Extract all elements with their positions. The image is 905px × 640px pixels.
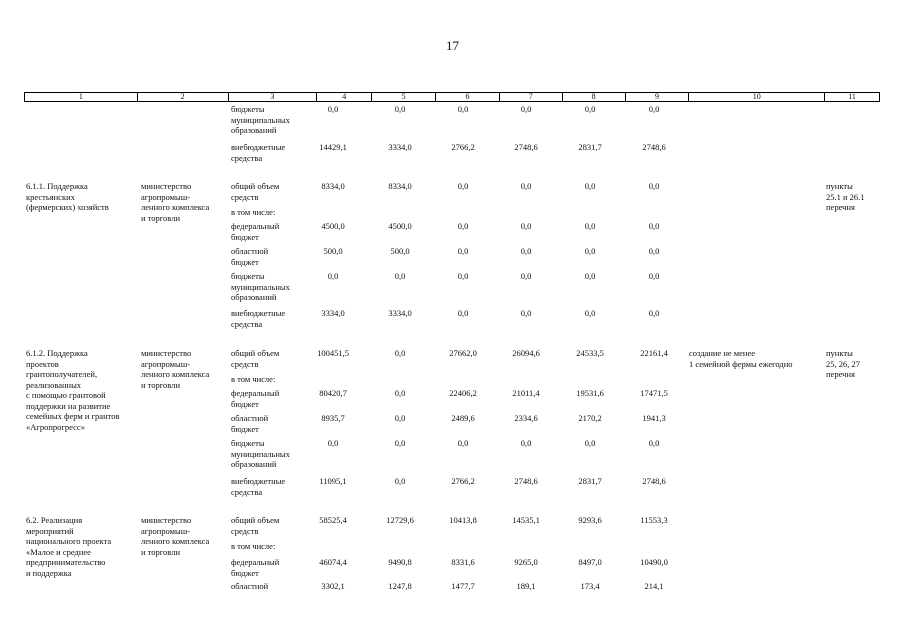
amount-value: 2170,2: [578, 413, 602, 423]
funding-source-label: муниципальных: [231, 448, 290, 459]
measure-name: и поддержка: [26, 567, 72, 578]
reference-points: перечня: [826, 202, 855, 212]
measure-name: с помощью грантовой: [26, 390, 106, 400]
amount-value: 8334,0: [388, 181, 412, 191]
amount-value: 22406,2: [449, 388, 477, 398]
amount-value: 0,0: [584, 271, 596, 281]
funding-source-label: внебюджетные: [231, 476, 286, 486]
amount-value: 2766,2: [451, 476, 475, 486]
measure-name: 6.1.2. Поддержка: [26, 348, 88, 358]
amount-value: 2831,7: [578, 476, 602, 486]
header-cell: 1: [25, 93, 138, 101]
funding-source-label: бюджет: [231, 398, 259, 409]
responsible-executor: агропромыш-: [141, 191, 191, 202]
amount-value: 11553,3: [640, 515, 668, 525]
table-header-row: [24, 92, 880, 102]
amount-value: 8334,0: [321, 181, 345, 191]
amount-value: 173,4: [580, 581, 600, 591]
reference-points: пункты: [826, 348, 853, 358]
amount-value: 2748,6: [514, 142, 538, 152]
amount-value: 0,0: [457, 438, 469, 448]
amount-value: 21011,4: [512, 388, 540, 398]
including-label: в том числе:: [231, 374, 276, 384]
header-cell: 6: [436, 93, 500, 101]
responsible-executor: и торговли: [141, 546, 180, 557]
responsible-executor: ленного комплекса: [141, 369, 210, 379]
measure-name: поддержки на развитие: [26, 400, 111, 411]
amount-value: 2748,6: [642, 476, 666, 486]
responsible-executor: агропромыш-: [141, 358, 191, 369]
funding-source-label: бюджеты: [231, 104, 265, 114]
amount-value: 0,0: [457, 221, 469, 231]
measure-name: семейных ферм и грантов: [26, 411, 120, 421]
funding-source-label: образований: [231, 125, 277, 135]
amount-value: 2489,6: [451, 413, 475, 423]
funding-source-label: бюджеты: [231, 438, 265, 448]
amount-value: 0,0: [457, 271, 469, 281]
amount-value: 10490,0: [640, 557, 668, 567]
amount-value: 24533,5: [576, 348, 604, 358]
amount-value: 0,0: [584, 104, 596, 114]
funding-source-label: федеральный: [231, 388, 280, 398]
amount-value: 0,0: [327, 104, 339, 114]
funding-source-label: средств: [231, 191, 259, 202]
amount-value: 2766,2: [451, 142, 475, 152]
header-cell: 2: [138, 93, 229, 101]
amount-value: 0,0: [584, 246, 596, 256]
amount-value: 80420,7: [319, 388, 347, 398]
responsible-executor: министерство: [141, 515, 192, 525]
measure-name: (фермерских) хозяйств: [26, 202, 109, 212]
amount-value: 0,0: [394, 413, 406, 423]
amount-value: 8935,7: [321, 413, 345, 423]
amount-value: 0,0: [520, 271, 532, 281]
amount-value: 0,0: [648, 271, 660, 281]
amount-value: 500,0: [323, 246, 343, 256]
responsible-executor: министерство: [141, 348, 192, 358]
amount-value: 1247,8: [388, 581, 412, 591]
reference-points: 25, 26, 27: [826, 358, 860, 369]
amount-value: 1477,7: [451, 581, 475, 591]
amount-value: 0,0: [520, 308, 532, 318]
including-label: в том числе:: [231, 207, 276, 217]
amount-value: 46074,4: [319, 557, 347, 567]
header-cell: 5: [372, 93, 436, 101]
amount-value: 0,0: [584, 308, 596, 318]
responsible-executor: и торговли: [141, 379, 180, 390]
reference-points: 25.1 и 26.1: [826, 191, 865, 202]
responsible-executor: агропромыш-: [141, 525, 191, 536]
expected-result: 1 семейной фермы ежегодно: [689, 358, 793, 369]
funding-source-label: федеральный: [231, 221, 280, 231]
measure-name: предпринимательство: [26, 557, 106, 567]
amount-value: 26094,6: [512, 348, 540, 358]
amount-value: 189,1: [516, 581, 536, 591]
amount-value: 4500,0: [321, 221, 345, 231]
amount-value: 58525,4: [319, 515, 347, 525]
funding-source-label: средств: [231, 525, 259, 536]
expected-result: создание не менее: [689, 348, 756, 358]
responsible-executor: министерство: [141, 181, 192, 191]
amount-value: 0,0: [648, 221, 660, 231]
responsible-executor: и торговли: [141, 212, 180, 223]
reference-points: перечня: [826, 369, 855, 379]
amount-value: 19531,6: [576, 388, 604, 398]
amount-value: 2748,6: [642, 142, 666, 152]
amount-value: 0,0: [394, 476, 406, 486]
amount-value: 0,0: [457, 246, 469, 256]
funding-source-label: бюджет: [231, 231, 259, 242]
measure-name: реализованных: [26, 379, 82, 390]
amount-value: 0,0: [584, 438, 596, 448]
measure-name: 6.2. Реализация: [26, 515, 83, 525]
funding-source-label: средства: [231, 318, 263, 329]
amount-value: 0,0: [648, 246, 660, 256]
funding-source-label: образований: [231, 459, 277, 469]
header-cell: 11: [848, 93, 856, 101]
amount-value: 9265,0: [514, 557, 538, 567]
amount-value: 0,0: [648, 104, 660, 114]
amount-value: 0,0: [520, 438, 532, 448]
funding-source-label: общий объем: [231, 348, 280, 358]
measure-name: «Малое и среднее: [26, 546, 91, 557]
header-cell: 8: [563, 93, 626, 101]
amount-value: 0,0: [648, 438, 660, 448]
funding-source-label: бюджеты: [231, 271, 265, 281]
amount-value: 8497,0: [578, 557, 602, 567]
amount-value: 0,0: [648, 181, 660, 191]
amount-value: 10413,8: [449, 515, 477, 525]
amount-value: 9490,8: [388, 557, 412, 567]
funding-source-label: общий объем: [231, 181, 280, 191]
amount-value: 0,0: [457, 308, 469, 318]
amount-value: 2748,6: [514, 476, 538, 486]
amount-value: 2334,6: [514, 413, 538, 423]
header-cell: 7: [500, 93, 563, 101]
amount-value: 2831,7: [578, 142, 602, 152]
funding-source-label: областной: [231, 581, 269, 591]
amount-value: 4500,0: [388, 221, 412, 231]
amount-value: 14429,1: [319, 142, 347, 152]
amount-value: 22161,4: [640, 348, 668, 358]
funding-source-label: общий объем: [231, 515, 280, 525]
amount-value: 9293,6: [578, 515, 602, 525]
measure-name: грантополучателей,: [26, 369, 98, 379]
funding-source-label: средства: [231, 152, 263, 163]
amount-value: 0,0: [457, 104, 469, 114]
amount-value: 0,0: [394, 104, 406, 114]
measure-name: проектов: [26, 358, 59, 369]
amount-value: 214,1: [644, 581, 664, 591]
amount-value: 0,0: [520, 221, 532, 231]
amount-value: 11095,1: [319, 476, 347, 486]
header-cell: 3: [229, 93, 318, 101]
measure-name: национального проекта: [26, 536, 112, 546]
header-cell: 10: [689, 93, 825, 101]
amount-value: 8331,6: [451, 557, 475, 567]
funding-source-label: областной: [231, 413, 269, 423]
amount-value: 1941,3: [642, 413, 666, 423]
amount-value: 17471,5: [640, 388, 668, 398]
funding-source-label: муниципальных: [231, 281, 290, 292]
amount-value: 0,0: [394, 348, 406, 358]
funding-source-label: муниципальных: [231, 114, 290, 125]
measure-name: мероприятий: [26, 525, 74, 536]
funding-source-label: внебюджетные: [231, 142, 286, 152]
responsible-executor: ленного комплекса: [141, 202, 210, 212]
amount-value: 0,0: [520, 181, 532, 191]
amount-value: 500,0: [390, 246, 410, 256]
funding-source-label: бюджет: [231, 567, 259, 578]
amount-value: 3334,0: [388, 308, 412, 318]
measure-name: 6.1.1. Поддержка: [26, 181, 88, 191]
amount-value: 0,0: [520, 104, 532, 114]
funding-source-label: областной: [231, 246, 269, 256]
funding-source-label: средств: [231, 358, 259, 369]
page-number: 17: [446, 38, 459, 53]
amount-value: 27662,0: [449, 348, 477, 358]
amount-value: 0,0: [327, 438, 339, 448]
funding-source-label: бюджет: [231, 256, 259, 267]
amount-value: 0,0: [584, 221, 596, 231]
amount-value: 0,0: [394, 438, 406, 448]
funding-source-label: внебюджетные: [231, 308, 286, 318]
header-cell: 9: [626, 93, 690, 101]
measure-name: «Агропрогресс»: [26, 421, 85, 432]
amount-value: 0,0: [394, 271, 406, 281]
amount-value: 0,0: [520, 246, 532, 256]
amount-value: 100451,5: [317, 348, 349, 358]
amount-value: 0,0: [648, 308, 660, 318]
amount-value: 3334,0: [388, 142, 412, 152]
funding-source-label: федеральный: [231, 557, 280, 567]
amount-value: 0,0: [584, 181, 596, 191]
header-cell: 4: [317, 93, 372, 101]
amount-value: 0,0: [457, 181, 469, 191]
reference-points: пункты: [826, 181, 853, 191]
funding-source-label: образований: [231, 292, 277, 302]
amount-value: 0,0: [327, 271, 339, 281]
including-label: в том числе:: [231, 541, 276, 551]
funding-source-label: средства: [231, 486, 263, 497]
responsible-executor: ленного комплекса: [141, 536, 210, 546]
amount-value: 12729,6: [386, 515, 414, 525]
funding-source-label: бюджет: [231, 423, 259, 434]
measure-name: крестьянских: [26, 191, 75, 202]
amount-value: 3302,1: [321, 581, 345, 591]
amount-value: 3334,0: [321, 308, 345, 318]
amount-value: 14535,1: [512, 515, 540, 525]
amount-value: 0,0: [394, 388, 406, 398]
